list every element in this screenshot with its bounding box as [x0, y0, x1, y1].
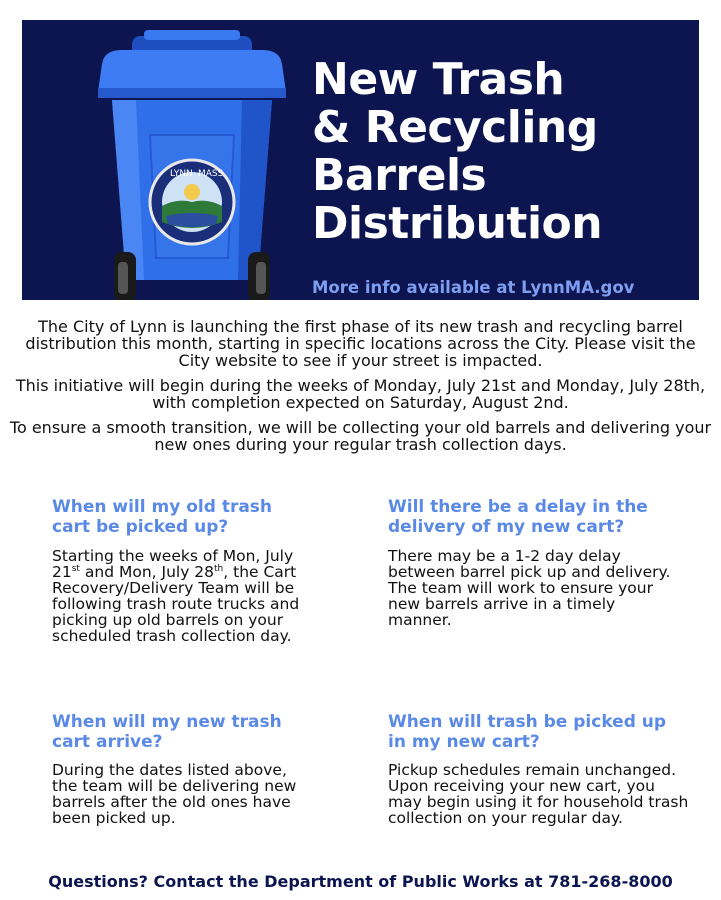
intro-text [8, 318, 713, 461]
faq-answer-2: There may be a 1-2 day delay between barrel pick up and delivery. The team will work to ensure your new barrels arrive in a timely manner. [388, 547, 671, 629]
faq-answer-3: During the dates listed above, the team will be delivering new barrels after the old ones have been picked up. [52, 761, 297, 827]
headline-line-4: Distribution [312, 198, 603, 249]
headline-line-3: Barrels [312, 150, 487, 201]
faq-question-3: When will my new trash cart arrive? [52, 712, 282, 752]
trash-barrel-illustration [92, 30, 292, 300]
faq-question-4: When will trash be picked up in my new cart? [388, 712, 667, 752]
more-info-link[interactable]: More info available at LynnMA.gov [312, 278, 635, 297]
header-banner [22, 20, 699, 300]
faq-question-2: Will there be a delay in the delivery of my new cart? [388, 497, 648, 537]
headline-line-1: New Trash [312, 54, 565, 105]
contact-footer: Questions? Contact the Department of Public Works at 781-268-8000 [48, 872, 673, 891]
intro-paragraph-1: The City of Lynn is launching the first phase of its new trash and recycling barrel distribution this month, starting in specific locations across the City. Please visit the City website to see if your street is impacted. [25, 317, 696, 370]
city-seal-logo [150, 160, 234, 244]
faq-question-1: When will my old trash cart be picked up? [52, 497, 273, 537]
faq-answer-1: Starting the weeks of Mon, July 21st and Mon, July 28th, the Cart Recovery/Delivery Team will be following trash route trucks and picking up old barrels on your scheduled trash collection day. [52, 547, 300, 645]
headline-line-2: & Recycling [312, 102, 598, 153]
svg-text:MASS: MASS [198, 169, 224, 179]
faq-answer-4: Pickup schedules remain unchanged. Upon receiving your new cart, you may begin using it for household trash collection on your regular day. [388, 761, 689, 827]
intro-paragraph-2: This initiative will begin during the weeks of Monday, July 21st and Monday, July 28th, with completion expected on Saturday, August 2nd. [15, 376, 706, 412]
intro-paragraph-3: To ensure a smooth transition, we will be collecting your old barrels and delivering your new ones during your regular trash collection days. [9, 418, 712, 454]
svg-text:LYNN: LYNN [170, 169, 193, 179]
headline [312, 56, 692, 248]
